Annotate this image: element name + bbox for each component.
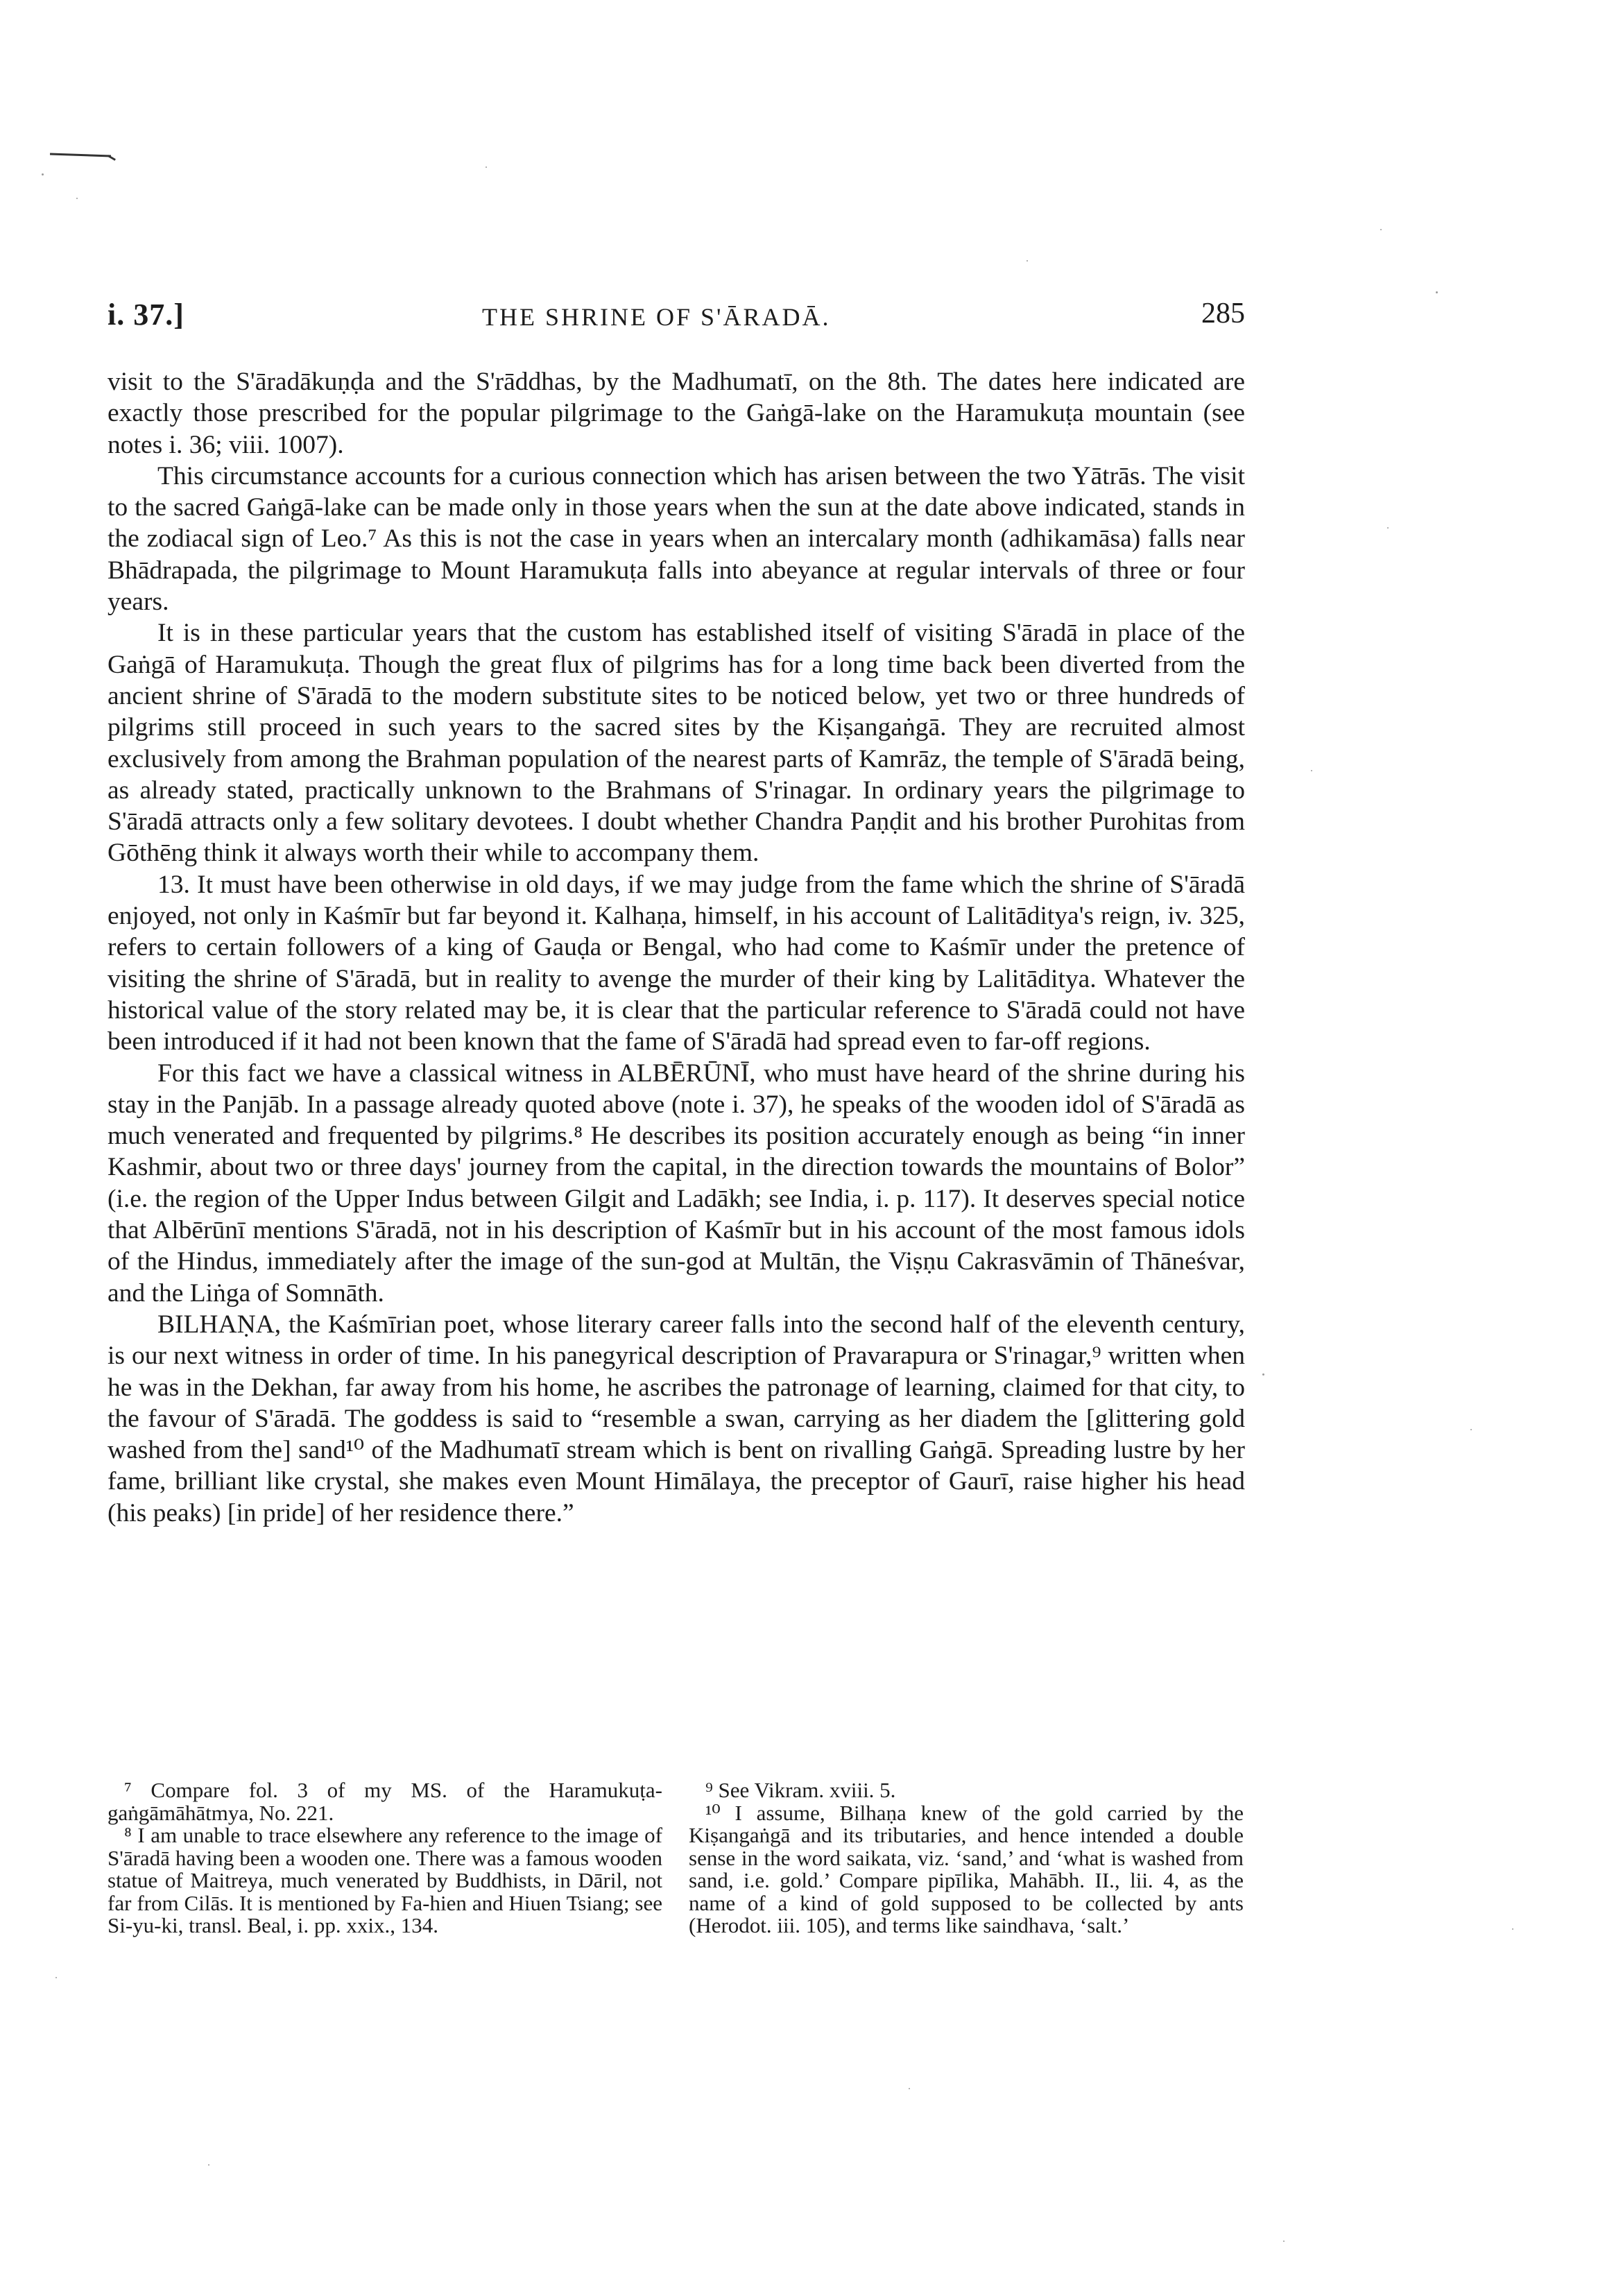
ink-mark	[50, 153, 111, 157]
scan-speck	[1027, 260, 1028, 262]
scan-speck	[208, 2164, 209, 2166]
footnotes-left-column	[108, 1779, 662, 1937]
paragraph: This circumstance accounts for a curious connection which has arisen between the two Yātrās. The visit to the sacred Gaṅgā-lake can be made only in those years when the sun at the date above indicated, stands in the zodiacal sign of Leo.⁷ As this is not the case in years when an intercalary month (adhikamāsa) falls near Bhādrapada, the pilgrimage to Mount Haramukuṭa falls into abeyance at regular intervals of three or four years.	[108, 461, 1245, 617]
running-head	[108, 297, 1245, 345]
scan-speck	[1311, 770, 1312, 771]
scan-speck	[55, 1977, 57, 1978]
scan-speck	[909, 2088, 910, 2089]
ink-mark	[108, 155, 116, 161]
page-title: THE SHRINE OF S'ĀRADĀ.	[482, 303, 831, 331]
scan-speck	[76, 198, 78, 199]
footnote: ¹⁰ I assume, Bilhaṇa knew of the gold carried by the Kiṣangaṅgā and its tributaries, and hence intended a double sense in the word saikata, viz. ‘sand,’ and ‘what is washed from sand, i.e. gold.’ Compare pipīlika, Mahābh. II., lii. 4, as the name of a kind of gold supposed to be collected by ants (Herodot. iii. 105), and terms like saindhava, ‘salt.’	[689, 1800, 1244, 1937]
scan-speck	[42, 173, 44, 175]
scan-speck	[1512, 1928, 1513, 1930]
paragraph: It is in these particular years that the custom has established itself of visiting S'āradā in place of the Gaṅgā of Haramukuṭa. Though the great flux of pilgrims has for a long time back been diverted from the ancient shrine of S'āradā to the modern substitute sites to be noticed below, yet two or three hundreds of pilgrims still proceed in such years to the sacred sites by the Kiṣangaṅgā. They are recruited almost exclusively from among the Brahman population of the nearest parts of Kamrāz, the temple of S'āradā being, as already stated, practically unknown to the Brahmans of S'rinagar. In ordinary years the pilgrimage to S'āradā attracts only a few solitary devotees. I doubt whether Chandra Paṇḍit and his brother Purohitas from Gōthēng think it always worth their while to accompany them.	[108, 619, 1245, 868]
paragraph: visit to the S'āradākuṇḍa and the S'rāddhas, by the Madhumatī, on the 8th. The dates here indicated are exactly those prescribed for the popular pilgrimage to the Gaṅgā-lake on the Haramukuṭa mountain (see notes i. 36; viii. 1007).	[108, 368, 1245, 459]
scan-speck	[1436, 291, 1438, 293]
scan-speck	[1283, 2241, 1285, 2242]
footnote: ⁸ I am unable to trace elsewhere any reference to the image of S'āradā having been a wooden one. There was a famous wooden statue of Maitreya, much venerated by Buddhists, in Dāril, not far from Cilās. It is mentioned by Fa-hien and Hiuen Tsiang; see Si-yu-ki, transl. Beal, i. pp. xxix., 134.	[108, 1823, 662, 1937]
paragraph: BILHAṆA, the Kaśmīrian poet, whose literary career falls into the second half of the eleventh century, is our next witness in order of time. In his panegyrical description of Pravarapura or S'rinagar,⁹ written when he was in the Dekhan, far away from his home, he ascribes the patronage of learning, claimed for that city, to the favour of S'āradā. The goddess is said to “resemble a swan, carrying as her diadem the [glittering gold washed from the] sand¹⁰ of the Madhumatī stream which is bent on rivalling Gaṅgā. Spreading lustre by her fame, brilliant like crystal, she makes even Mount Himālaya, the preceptor of Gaurī, raise higher his head (his peaks) [in pride] of her residence there.”	[108, 1310, 1245, 1527]
footnote: ⁹ See Vikram. xviii. 5.	[705, 1778, 896, 1802]
paragraph: 13. It must have been otherwise in old days, if we may judge from the fame which the shrine of S'āradā enjoyed, not only in Kaśmīr but far beyond it. Kalhaṇa, himself, in his account of Lalitāditya's reign, iv. 325, refers to certain followers of a king of Gauḍa or Bengal, who had come to Kaśmīr under the pretence of visiting the shrine of S'āradā, but in reality to avenge the murder of their king by Lalitāditya. Whatever the historical value of the story related may be, it is clear that the particular reference to S'āradā could not have been introduced if it had not been known that the fame of S'āradā had spread even to far-off regions.	[108, 870, 1245, 1056]
paragraph: For this fact we have a classical witness in ALBĒRŪNĪ, who must have heard of the shrine during his stay in the Panjāb. In a passage already quoted above (note i. 37), he speaks of the wooden idol of S'āradā as much venerated and frequented by pilgrims.⁸ He describes its position accurately enough as being “in inner Kashmir, about two or three days' journey from the capital, in the direction towards the mountains of Bolor” (i.e. the region of the Upper Indus between Gilgit and Ladākh; see India, i. p. 117). It deserves special notice that Albērūnī mentions S'āradā, not in his description of Kaśmīr but in his account of the most famous idols of the Hindus, immediately after the image of the sun-god at Multān, the Viṣṇu Cakrasvāmin of Thāneśvar, and the Liṅga of Somnāth.	[108, 1059, 1245, 1308]
footnote: ⁷ Compare fol. 3 of my MS. of the Haramukuṭa-gaṅgāmāhātmya, No. 221.	[108, 1778, 662, 1825]
scan-speck	[1262, 1373, 1264, 1376]
scan-speck	[1380, 229, 1382, 230]
section-reference: i. 37.]	[108, 298, 184, 332]
footnotes-right-column	[689, 1779, 1244, 1937]
body-text	[108, 366, 1245, 1529]
scan-speck	[1470, 1429, 1472, 1430]
scan-speck	[486, 166, 487, 168]
scan-speck	[1387, 527, 1389, 529]
page-number: 285	[1201, 298, 1245, 329]
